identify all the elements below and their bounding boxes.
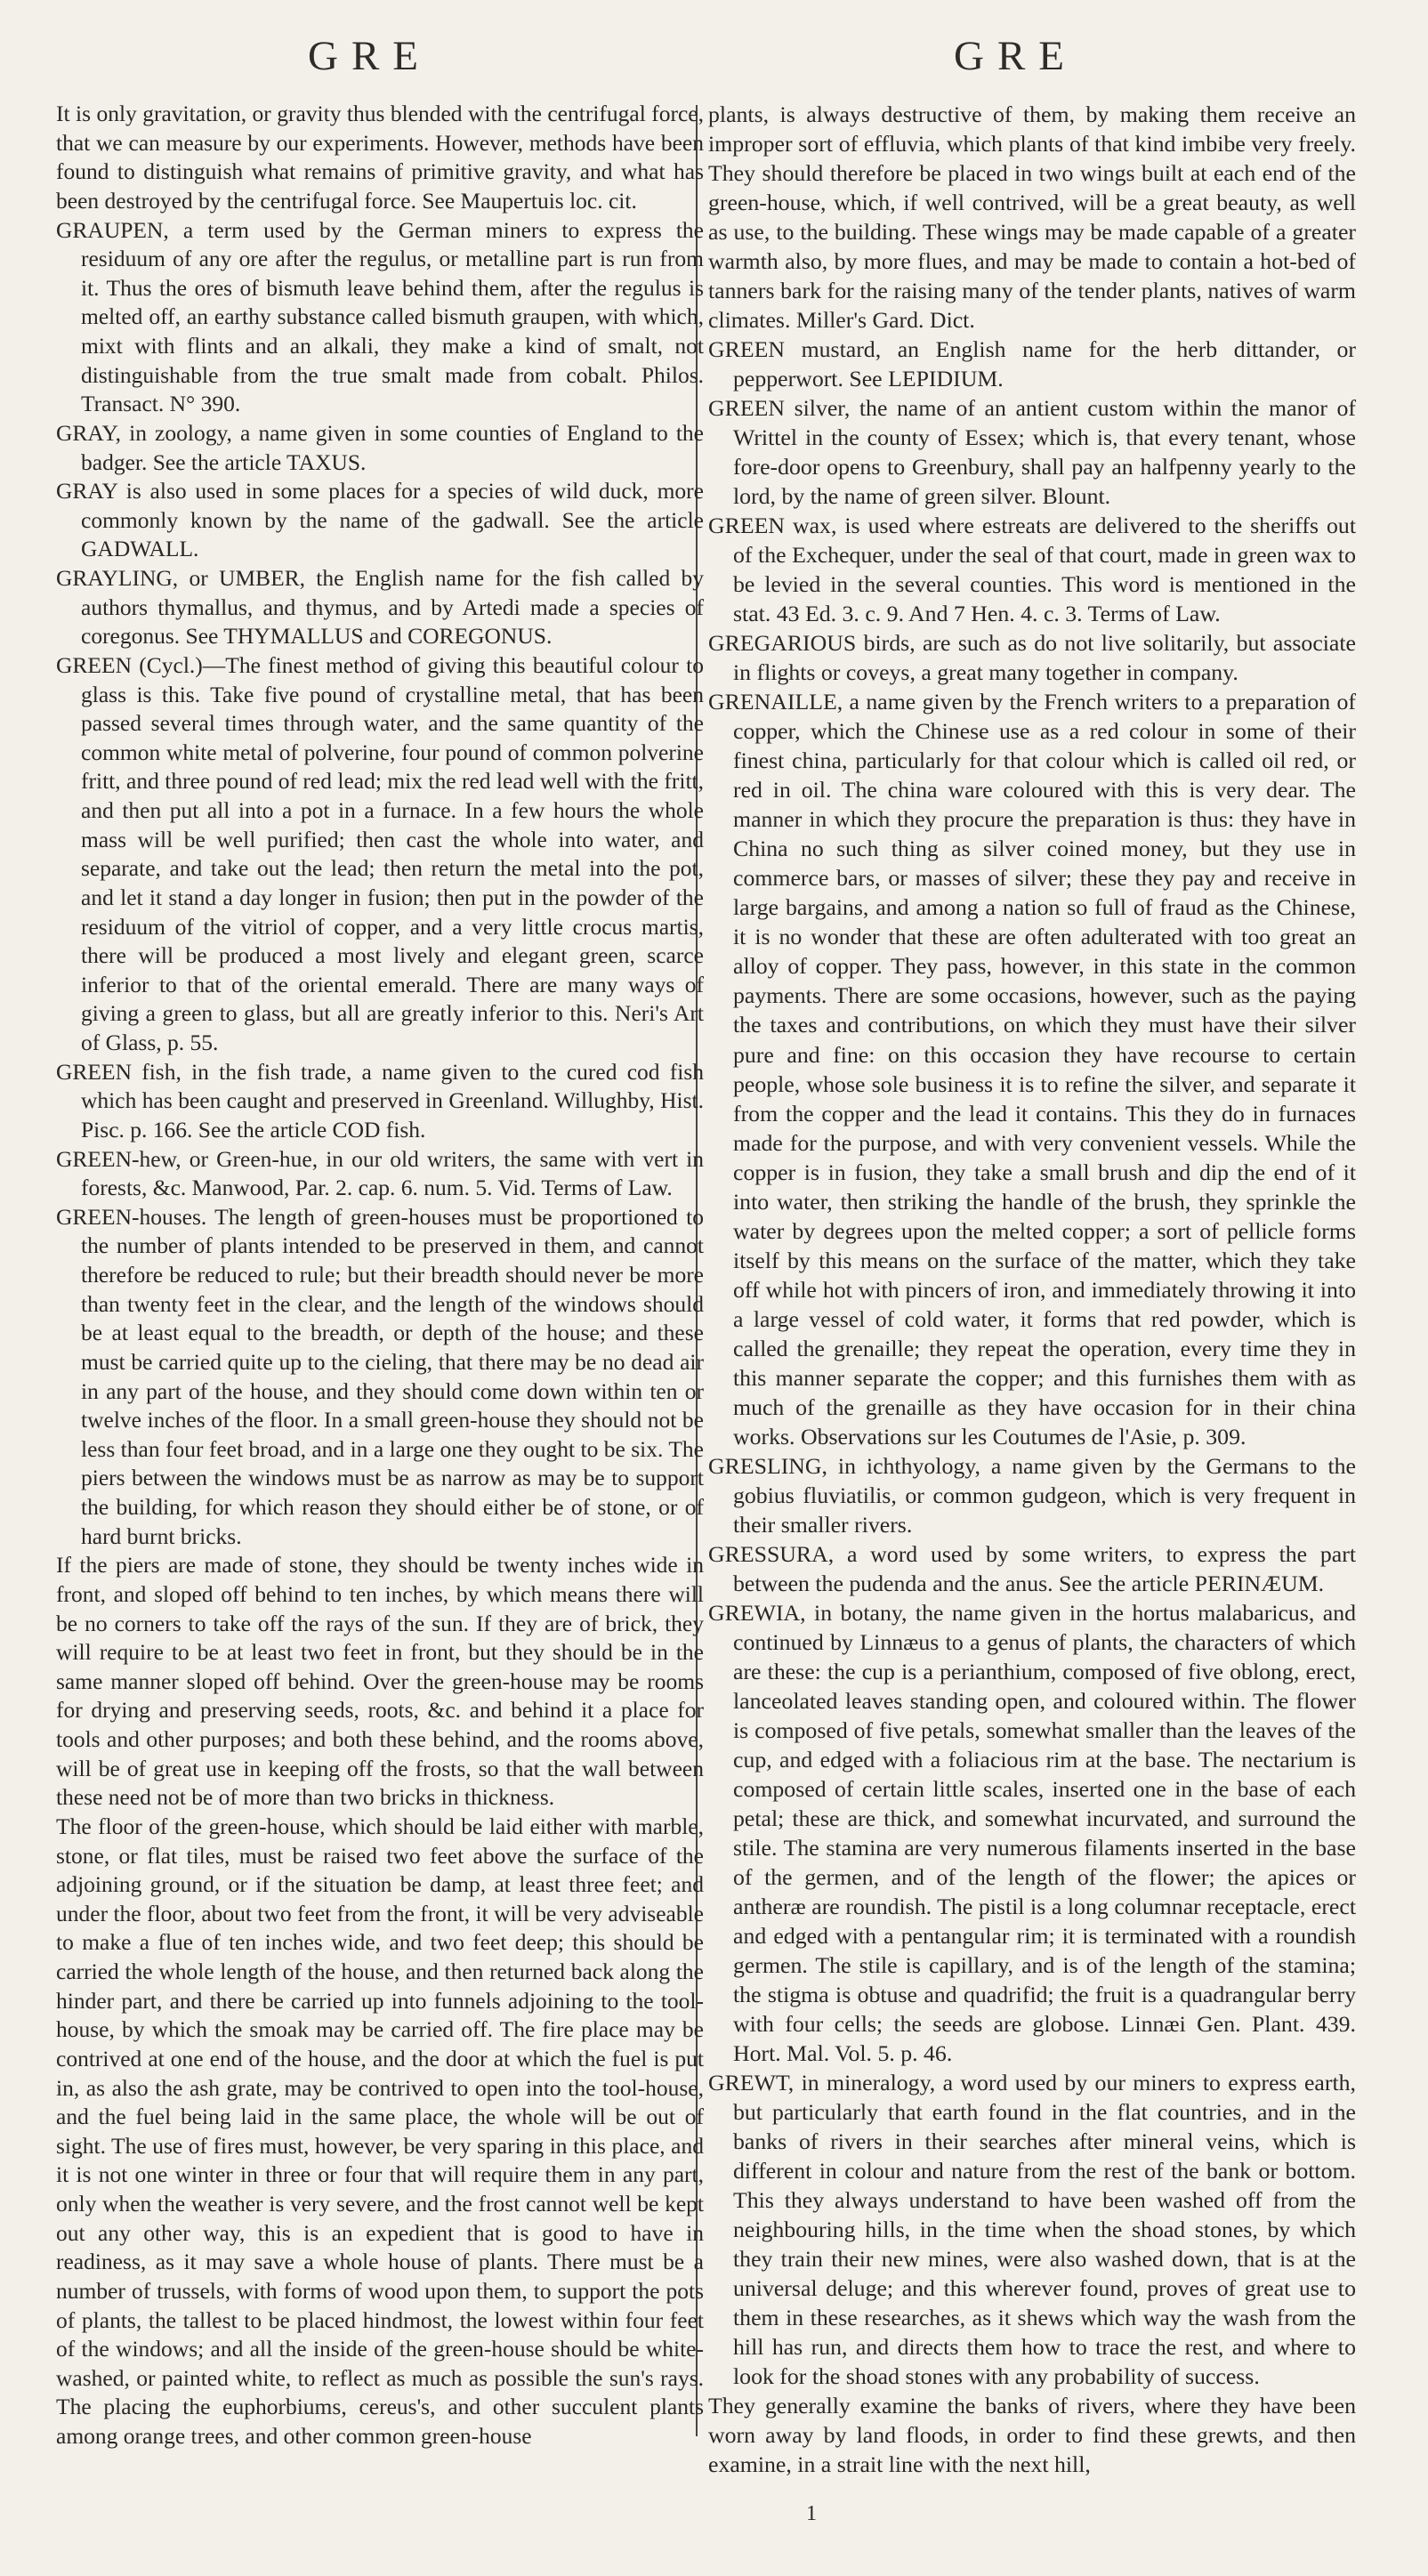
entry-paragraph: GREEN silver, the name of an antient custom within the manor of Writtel in the county of Essex; which is, that every tenant, whose fore-door opens to Greenbury, shall pay an halfpenny yearly to the lord, by the name of green silver. Blount.	[708, 395, 1356, 510]
entry-paragraph: GREGARIOUS birds, are such as do not live solitarily, but associate in flights or coveys, a great many together in company.	[708, 630, 1356, 686]
entry-paragraph: GREWIA, in botany, the name given in the hortus malabaricus, and continued by Linnæus to a genus of plants, the characters of which are these: the cup is a perianthium, composed of five oblong, erect, lanceolated leaves standing open, and coloured within. The flower is composed of five petals, somewhat smaller than the leaves of the cup, and edged with a foliacious rim at the base. The nectarium is composed of certain little scales, inserted one in the base of each petal; these are thick, and somewhat incurvated, and surround the stile. The stamina are very numerous filaments inserted in the base of the germen, and of the length of the flower; the apices or antheræ are roundish. The pistil is a long columnar receptacle, erect and edged with a pentangular rim; it is terminated with a roundish germen. The stile is capillary, and is of the length of the stamina; the stigma is obtuse and quadrifid; the fruit is a quadrangular berry with four cells; the seeds are globose. Linnæi Gen. Plant. 439. Hort. Mal. Vol. 5. p. 46.	[708, 1599, 1356, 2067]
entry-paragraph: GREEN mustard, an English name for the herb dittander, or pepperwort. See LEPIDIUM.	[708, 336, 1356, 392]
entry-paragraph: plants, is always destructive of them, by making them receive an improper sort of effluvia, which plants of that kind imbibe very freely. They should therefore be placed in two wings built at each end of the green-house, which, if well contrived, will be a great beauty, as well as use, to the building. These wings may be made capable of a greater warmth also, by more flues, and may be made to contain a hot-bed of tanners bark for the raising many of the tender plants, natives of warm climates. Miller's Gard. Dict.	[708, 101, 1356, 334]
entry-paragraph: GREEN-hew, or Green-hue, in our old writers, the same with vert in forests, &c. Manwood, Par. 2. cap. 6. num. 5. Vid. Terms of Law.	[56, 1145, 704, 1201]
entry-paragraph: GREEN-houses. The length of green-houses must be proportioned to the number of plants intended to be preserved in them, and cannot therefore be reduced to rule; but their breadth should never be more than twenty feet in the clear, and the length of the windows should be at least equal to the breadth, or depth of the house; and these must be carried quite up to the cieling, that there may be no dead air in any part of the house, and they should come down within ten or twelve inches of the floor. In a small green-house they should not be less than four feet broad, and in a large one they ought to be six. The piers between the windows must be as narrow as may be to support the building, for which reason they should either be of stone, or of hard burnt bricks.	[56, 1203, 704, 1549]
page-folio: 1	[806, 2502, 817, 2525]
entry-paragraph: If the piers are made of stone, they should be twenty inches wide in front, and sloped off behind to ten inches, by which means there will be no corners to take off the rays of the sun. If they are of brick, they will require to be at least two feet in front, but they should be in the same manner sloped off behind. Over the green-house may be rooms for drying and preserving seeds, roots, &c. and behind it a place for tools and other purposes; and both these behind, and the rooms above, will be of great use in keeping off the frosts, so that the wall between these need not be of more than two bricks in thickness.	[56, 1552, 704, 1811]
entry-paragraph: GREEN (Cycl.)—The finest method of giving this beautiful colour to glass is this. Take five pound of crystalline metal, that has been passed several times through water, and the same quantity of the common white metal of polverine, four pound of common polverine fritt, and three pound of red lead; mix the red lead well with the fritt, and then put all into a pot in a furnace. In a few hours the whole mass will be well purified; then cast the whole into water, and separate, and take out the lead; then return the metal into the pot, and let it stand a day longer in fusion; then put in the powder of the residuum of the vitriol of copper, and a very little crocus martis, there will be produced a most lively and elegant green, scarce inferior to that of the oriental emerald. There are many ways of giving a green to glass, but all are greatly inferior to this. Neri's Art of Glass, p. 55.	[56, 651, 704, 1055]
entry-paragraph: GREWT, in mineralogy, a word used by our miners to express earth, but particularly that earth found in the flat countries, and in the banks of rivers in their searches after mineral veins, which is different in colour and nature from the rest of the bank or bottom. This they always understand to have been washed off from the neighbouring hills, in the time when the shoad stones, by which they train their new mines, were also washed down, that is at the universal deluge; and this wherever found, proves of great use to them in these researches, as it shews which way the wash from the hill has run, and directs them how to trace the rest, and where to look for the shoad stones with any probability of success.	[708, 2070, 1356, 2390]
entry-paragraph: GRAY is also used in some places for a species of wild duck, more commonly known by the name of the gadwall. See the article GADWALL.	[56, 478, 704, 562]
entry-paragraph: The floor of the green-house, which should be laid either with marble, stone, or flat tiles, must be raised two feet above the surface of the adjoining ground, or if the situation be damp, at least three feet; and under the floor, about two feet from the front, it will be very adviseable to make a flue of ten inches wide, and two feet deep; this should be carried the whole length of the house, and then returned back along the hinder part, and there be carried up into funnels adjoining to the tool-house, by which the smoak may be carried off. The fire place may be contrived at one end of the house, and the door at which the fuel is put in, as also the ash grate, may be contrived to open into the tool-house, and the fuel being laid in the same place, the whole will be out of sight. The use of fires must, however, be very sparing in this place, and it is not one winter in three or four that will require them in any part, only when the weather is very severe, and the frost cannot well be kept out any other way, this is an expedient that is good to have in readiness, as it may save a whole house of plants. There must be a number of trussels, with forms of wood upon them, to support the pots of plants, the tallest to be placed hindmost, the lowest within four feet of the windows; and all the inside of the green-house should be white-washed, or painted white, to reflect as much as possible the sun's rays. The placing the euphorbiums, cereus's, and other succulent plants among orange trees, and other common green-house	[56, 1813, 704, 2449]
entry-paragraph: It is only gravitation, or gravity thus blended with the centrifugal force, that we can measure by our experiments. However, methods have been found to distinguish what remains of primitive gravity, and what has been destroyed by the centrifugal force. See Maupertuis loc. cit.	[56, 101, 704, 214]
running-header	[0, 20, 1428, 82]
entry-paragraph: GREEN fish, in the fish trade, a name given to the cured cod fish which has been caught and preserved in Greenland. Willughby, Hist. Pisc. p. 166. See the article COD fish.	[56, 1058, 704, 1143]
entry-paragraph: GRENAILLE, a name given by the French writers to a preparation of copper, which the Chinese use as a red colour in some of their finest china, particularly for that colour which is called oil red, or red in oil. The china ware coloured with this is very dear. The manner in which they procure the preparation is thus: they have in China no such thing as silver coined money, but they use in commerce bars, or masses of silver; these they pay and receive in large bargains, and among a nation so full of fraud as the Chinese, it is no wonder that these are often adulterated with too great an alloy of copper. They pass, however, in this state in the common payments. There are some occasions, however, such as the paying the taxes and contributions, on which they must have their silver pure and fine: on this occasion they have recourse to certain people, whose sole business it is to refine the silver, and separate it from the copper and the lead it contains. This they do in furnaces made for the purpose, and with very convenient vessels. While the copper is in fusion, they take a small brush and dip the end of it into water, then striking the handle of the brush, they sprinkle the water by degrees upon the melted copper; a sort of pellicle forms itself by this means on the surface of the matter, which they take off while hot with pincers of iron, and immediately throwing it into a large vessel of cold water, it forms that red powder, which is called the grenaille; they repeat the operation, every time they in this manner separate the copper; and this furnishes them with as much of the grenaille as they have occasion for in their china works. Observations sur les Coutumes de l'Asie, p. 309.	[708, 689, 1356, 1450]
right-column	[708, 100, 1356, 2479]
entry-paragraph: They generally examine the banks of rivers, where they have been worn away by land floods, in order to find these grewts, and then examine, in a strait line with the next hill,	[708, 2393, 1356, 2478]
right-headword: GRE	[954, 33, 1077, 79]
left-headword: GRE	[308, 33, 432, 79]
entry-paragraph: GRESSURA, a word used by some writers, to express the part between the pudenda and the anus. See the article PERINÆUM.	[708, 1540, 1356, 1596]
entry-paragraph: GRAUPEN, a term used by the German miners to express the residuum of any ore after the regulus, or metalline part is run from it. Thus the ores of bismuth leave behind them, after the regulus is melted off, an earthy substance called bismuth graupen, with which, mixt with flints and an alkali, they make a kind of smalt, not distinguishable from the true smalt made from cobalt. Philos. Transact. N° 390.	[56, 216, 704, 417]
left-column	[56, 100, 704, 2451]
entry-paragraph: GRESLING, in ichthyology, a name given by the Germans to the gobius fluviatilis, or common gudgeon, which is very frequent in their smaller rivers.	[708, 1452, 1356, 1538]
entry-paragraph: GRAYLING, or UMBER, the English name for the fish called by authors thymallus, and thymus, and by Artedi made a species of coregonus. See THYMALLUS and COREGONUS.	[56, 565, 704, 650]
entry-paragraph: GREEN wax, is used where estreats are delivered to the sheriffs out of the Exchequer, under the seal of that court, made in green wax to be levied in the several counties. This word is mentioned in the stat. 43 Ed. 3. c. 9. And 7 Hen. 4. c. 3. Terms of Law.	[708, 513, 1356, 627]
entry-paragraph: GRAY, in zoology, a name given in some counties of England to the badger. See the article TAXUS.	[56, 419, 704, 475]
